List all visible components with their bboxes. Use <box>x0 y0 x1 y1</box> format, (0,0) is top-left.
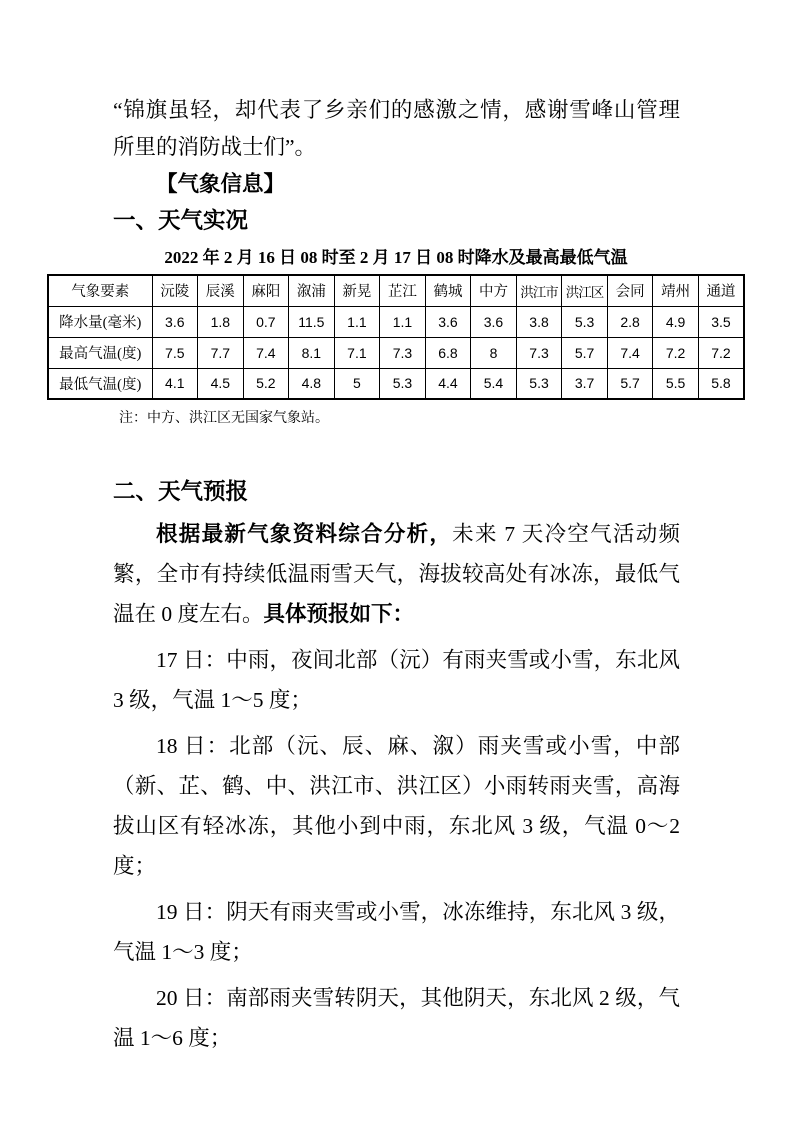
header-cell-station: 靖州 <box>653 275 699 306</box>
closing-quote-paragraph: “锦旗虽轻，却代表了乡亲们的感激之情，感谢雪峰山管理所里的消防战士们”。 <box>113 98 680 159</box>
header-cell-station: 溆浦 <box>289 275 335 306</box>
header-cell-station: 麻阳 <box>243 275 289 306</box>
header-cell-station: 芷江 <box>380 275 426 306</box>
table-header-row <box>48 275 744 306</box>
value-cell: 5 <box>334 368 380 399</box>
header-cell-station: 洪江市 <box>516 275 562 306</box>
forecast-intro-paragraph <box>113 514 680 634</box>
header-cell-station: 辰溪 <box>198 275 244 306</box>
table-note: 注：中方、洪江区无国家气象站。 <box>119 411 329 426</box>
value-cell: 5.3 <box>516 368 562 399</box>
value-cell: 3.6 <box>152 306 198 337</box>
value-cell: 7.2 <box>653 337 699 368</box>
value-cell: 4.9 <box>653 306 699 337</box>
forecast-day17: 17 日：中雨，夜间北部（沅）有雨夹雪或小雪，东北风 3 级，气温 1～5 度； <box>113 648 680 712</box>
value-cell: 7.1 <box>334 337 380 368</box>
value-cell: 5.7 <box>607 368 653 399</box>
row-label-cell: 最低气温(度) <box>48 368 152 399</box>
value-cell: 4.8 <box>289 368 335 399</box>
value-cell: 5.3 <box>380 368 426 399</box>
value-cell: 7.3 <box>516 337 562 368</box>
value-cell: 7.7 <box>198 337 244 368</box>
value-cell: 3.7 <box>562 368 608 399</box>
value-cell: 7.4 <box>243 337 289 368</box>
value-cell: 5.5 <box>653 368 699 399</box>
value-cell: 1.8 <box>198 306 244 337</box>
header-cell-station: 通道 <box>698 275 744 306</box>
header-cell-factor: 气象要素 <box>48 275 152 306</box>
forecast-intro-text: 未来 7 天冷空气活动频繁，全市有持续低温雨雪天气，海拔较高处有冰冻，最低气温在 0 度左右。 <box>113 522 680 626</box>
forecast-day18: 18 日：北部（沅、辰、麻、溆）雨夹雪或小雪，中部（新、芷、鹤、中、洪江市、洪江区）小雨转雨夹雪，高海拔山区有轻冰冻，其他小到中雨，东北风 3 级，气温 0～2 度； <box>113 734 680 878</box>
row-label-cell: 最高气温(度) <box>48 337 152 368</box>
value-cell: 1.1 <box>380 306 426 337</box>
value-cell: 5.2 <box>243 368 289 399</box>
value-cell: 1.1 <box>334 306 380 337</box>
value-cell: 5.3 <box>562 306 608 337</box>
value-cell: 8.1 <box>289 337 335 368</box>
value-cell: 8 <box>471 337 517 368</box>
header-cell-station: 沅陵 <box>152 275 198 306</box>
value-cell: 4.4 <box>425 368 471 399</box>
header-cell-station: 中方 <box>471 275 517 306</box>
value-cell: 7.3 <box>380 337 426 368</box>
value-cell: 11.5 <box>289 306 335 337</box>
table-data-row <box>48 368 744 399</box>
value-cell: 5.8 <box>698 368 744 399</box>
section1-heading: 一、天气实况 <box>113 208 249 233</box>
forecast-day19: 19 日：阴天有雨夹雪或小雪，冰冻维持，东北风 3 级，气温 1～3 度； <box>113 900 680 964</box>
row-label-cell: 降水量(毫米) <box>48 306 152 337</box>
weather-table <box>47 274 745 400</box>
forecast-intro-bold-tail: 具体预报如下： <box>263 602 415 626</box>
value-cell: 3.5 <box>698 306 744 337</box>
header-cell-station: 鹤城 <box>425 275 471 306</box>
header-cell-station: 新晃 <box>334 275 380 306</box>
value-cell: 3.6 <box>425 306 471 337</box>
value-cell: 6.8 <box>425 337 471 368</box>
section2-heading: 二、天气预报 <box>113 479 249 504</box>
header-cell-station: 洪江区 <box>562 275 608 306</box>
value-cell: 7.4 <box>607 337 653 368</box>
value-cell: 3.6 <box>471 306 517 337</box>
value-cell: 0.7 <box>243 306 289 337</box>
forecast-day20: 20 日：南部雨夹雪转阴天，其他阴天，东北风 2 级，气温 1～6 度； <box>113 986 680 1050</box>
value-cell: 2.8 <box>607 306 653 337</box>
value-cell: 4.5 <box>198 368 244 399</box>
weather-table-title: 2022 年 2 月 16 日 08 时至 2 月 17 日 08 时降水及最高最低气温 <box>164 248 628 267</box>
value-cell: 7.2 <box>698 337 744 368</box>
value-cell: 5.4 <box>471 368 517 399</box>
table-data-row <box>48 337 744 368</box>
value-cell: 4.1 <box>152 368 198 399</box>
value-cell: 3.8 <box>516 306 562 337</box>
header-cell-station: 会同 <box>607 275 653 306</box>
meteo-info-heading: 【气象信息】 <box>156 172 286 196</box>
forecast-intro-bold-lead: 根据最新气象资料综合分析， <box>156 522 453 546</box>
table-data-row <box>48 306 744 337</box>
value-cell: 7.5 <box>152 337 198 368</box>
value-cell: 5.7 <box>562 337 608 368</box>
